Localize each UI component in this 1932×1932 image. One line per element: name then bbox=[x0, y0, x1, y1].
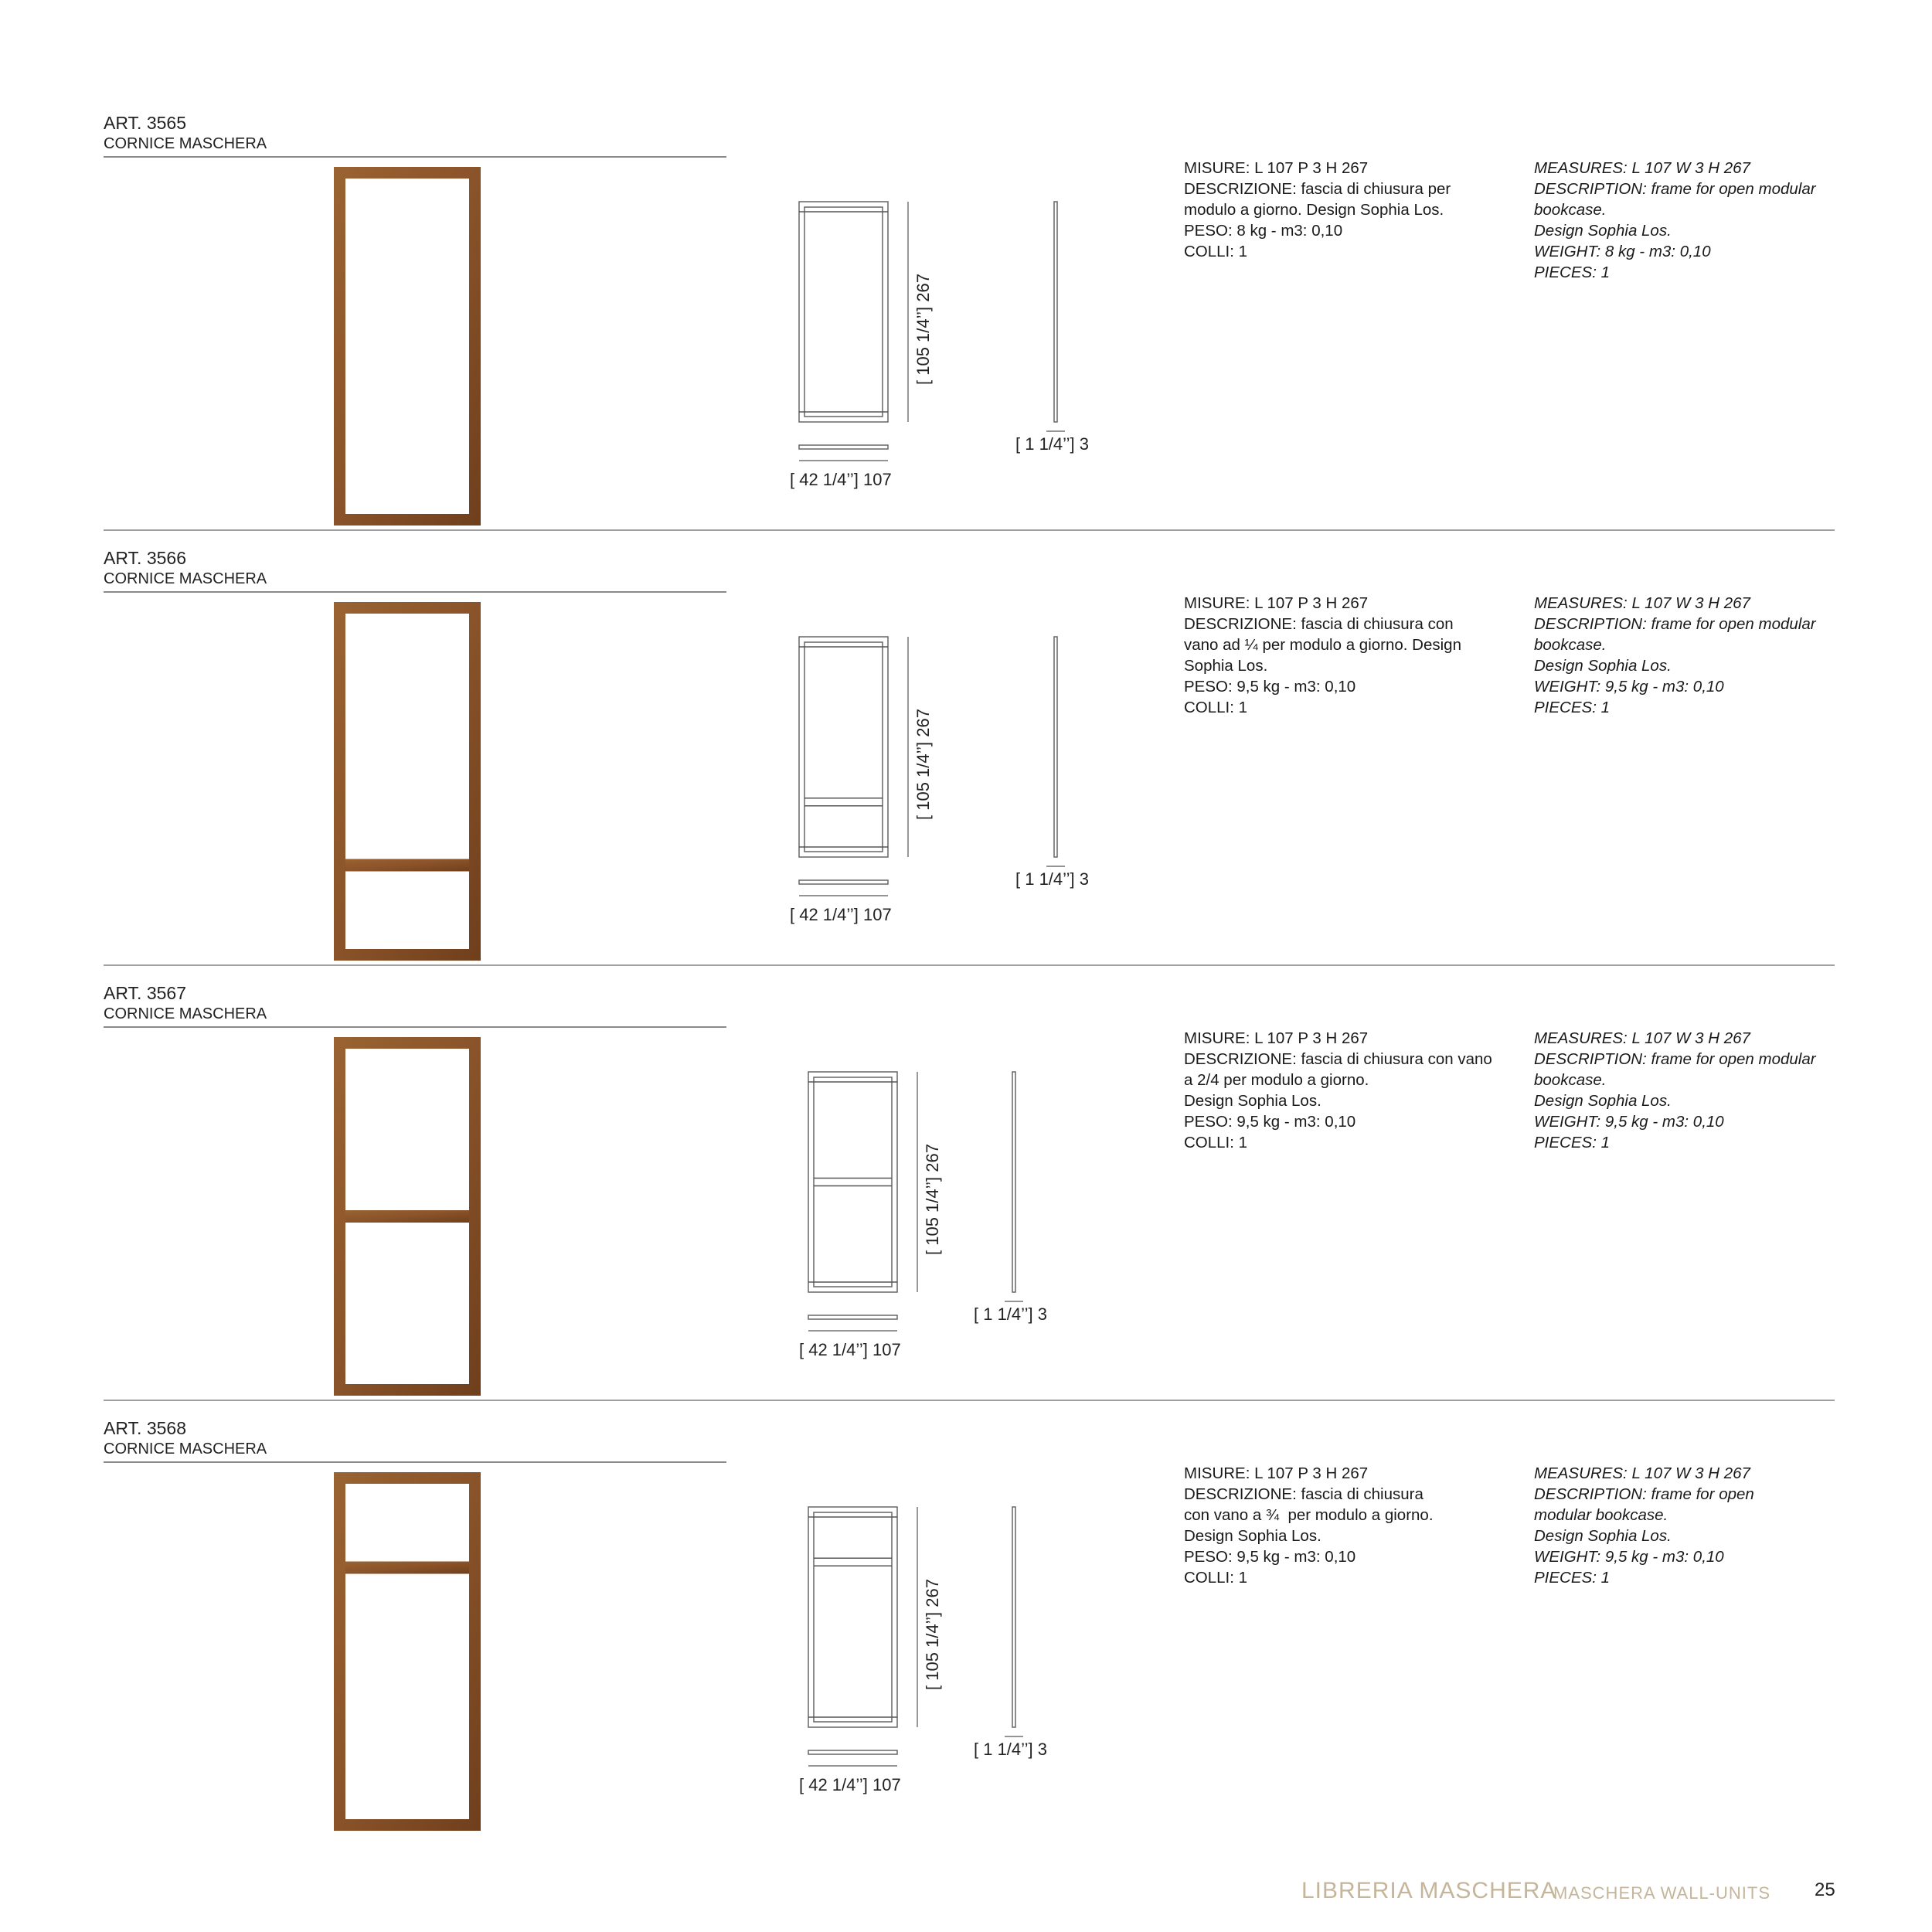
drawing-frame-outline bbox=[799, 202, 888, 422]
spec-line-en: MEASURES: L 107 W 3 H 267 bbox=[1534, 1464, 1750, 1482]
height-dimension-label: [ 105 1/4’’] 267 bbox=[913, 709, 933, 820]
wood-frame-svg bbox=[334, 602, 481, 961]
spec-line-it: DESCRIZIONE: fascia di chiusura con vano bbox=[1184, 1050, 1492, 1068]
height-dimension-label: [ 105 1/4’’] 267 bbox=[923, 1144, 942, 1255]
drawing-side-view bbox=[1054, 637, 1057, 857]
spec-line-en: Design Sophia Los. bbox=[1534, 657, 1672, 675]
spec-line-en: Design Sophia Los. bbox=[1534, 1092, 1672, 1110]
drawing-plan-view bbox=[808, 1750, 897, 1754]
product-photo bbox=[334, 1472, 481, 1831]
section-divider bbox=[104, 1400, 1835, 1401]
spec-line-en: MEASURES: L 107 W 3 H 267 bbox=[1534, 594, 1750, 612]
depth-dimension-label: [ 1 1/4’’] 3 bbox=[974, 1304, 1047, 1324]
drawing-plan-view bbox=[799, 445, 888, 449]
spec-line-it: MISURE: L 107 P 3 H 267 bbox=[1184, 594, 1369, 612]
spec-line-it: MISURE: L 107 P 3 H 267 bbox=[1184, 1464, 1369, 1482]
spec-line-it: MISURE: L 107 P 3 H 267 bbox=[1184, 1029, 1369, 1047]
spec-line-en: MEASURES: L 107 W 3 H 267 bbox=[1534, 159, 1750, 177]
wood-frame-svg bbox=[334, 1472, 481, 1831]
height-dimension-label: [ 105 1/4’’] 267 bbox=[913, 274, 933, 385]
specs-italian bbox=[1184, 1463, 1509, 1588]
product-photo bbox=[334, 167, 481, 526]
wood-frame-svg bbox=[334, 1037, 481, 1396]
article-code: ART. 3566 bbox=[104, 548, 186, 568]
article-code: ART. 3568 bbox=[104, 1418, 186, 1438]
article-name: CORNICE MASCHERA bbox=[104, 1440, 267, 1458]
product-section bbox=[0, 1418, 1932, 1851]
spec-line-en: DESCRIPTION: frame for open bbox=[1534, 1485, 1754, 1503]
width-dimension-label: [ 42 1/4’’] 107 bbox=[790, 905, 892, 924]
spec-line-it: COLLI: 1 bbox=[1184, 699, 1248, 716]
spec-line-en: MEASURES: L 107 W 3 H 267 bbox=[1534, 1029, 1750, 1047]
spec-line-it: modulo a giorno. Design Sophia Los. bbox=[1184, 201, 1444, 219]
depth-dimension-label: [ 1 1/4’’] 3 bbox=[1015, 869, 1089, 889]
spec-line-en: PIECES: 1 bbox=[1534, 1134, 1610, 1151]
spec-line-en: WEIGHT: 9,5 kg - m3: 0,10 bbox=[1534, 678, 1724, 696]
spec-line-en: DESCRIPTION: frame for open modular bbox=[1534, 180, 1816, 198]
depth-dimension-label: [ 1 1/4’’] 3 bbox=[1015, 434, 1089, 454]
spec-line-en: WEIGHT: 9,5 kg - m3: 0,10 bbox=[1534, 1548, 1724, 1566]
spec-line-it: PESO: 8 kg - m3: 0,10 bbox=[1184, 222, 1343, 240]
spec-line-it: PESO: 9,5 kg - m3: 0,10 bbox=[1184, 1113, 1356, 1131]
article-code: ART. 3565 bbox=[104, 113, 186, 133]
spec-line-en: bookcase. bbox=[1534, 636, 1607, 654]
spec-line-en: PIECES: 1 bbox=[1534, 699, 1610, 716]
title-underline bbox=[104, 591, 726, 593]
footer-subtitle: MASCHERA WALL-UNITS bbox=[1553, 1883, 1771, 1903]
drawing-frame-inner bbox=[814, 1512, 892, 1722]
frame-border bbox=[334, 602, 481, 961]
page-number: 25 bbox=[1815, 1879, 1835, 1900]
drawing-frame-inner bbox=[814, 1077, 892, 1287]
spec-line-it: DESCRIZIONE: fascia di chiusura con bbox=[1184, 615, 1454, 633]
spec-line-it: PESO: 9,5 kg - m3: 0,10 bbox=[1184, 1548, 1356, 1566]
spec-line-en: WEIGHT: 8 kg - m3: 0,10 bbox=[1534, 243, 1711, 260]
page-footer bbox=[1301, 1878, 1842, 1909]
spec-line-it: DESCRIZIONE: fascia di chiusura bbox=[1184, 1485, 1423, 1503]
frame-crossbar bbox=[345, 1562, 469, 1574]
spec-line-en: PIECES: 1 bbox=[1534, 264, 1610, 281]
spec-line-it: Design Sophia Los. bbox=[1184, 1092, 1321, 1110]
width-dimension-label: [ 42 1/4’’] 107 bbox=[799, 1340, 901, 1359]
section-divider bbox=[104, 964, 1835, 966]
frame-border bbox=[334, 1472, 481, 1831]
drawing-side-view bbox=[1054, 202, 1057, 422]
specs-italian bbox=[1184, 1028, 1509, 1153]
spec-line-it: a 2/4 per modulo a giorno. bbox=[1184, 1071, 1369, 1089]
spec-line-it: con vano a ¾ per modulo a giorno. bbox=[1184, 1506, 1434, 1524]
drawing-plan-view bbox=[808, 1315, 897, 1319]
product-section bbox=[0, 113, 1932, 546]
title-underline bbox=[104, 1461, 726, 1463]
spec-line-en: bookcase. bbox=[1534, 201, 1607, 219]
specs-english bbox=[1534, 158, 1859, 283]
specs-english bbox=[1534, 1028, 1859, 1153]
specs-english bbox=[1534, 1463, 1859, 1588]
depth-dimension-label: [ 1 1/4’’] 3 bbox=[974, 1740, 1047, 1759]
width-dimension-label: [ 42 1/4’’] 107 bbox=[799, 1775, 901, 1794]
footer-title: LIBRERIA MASCHERA bbox=[1301, 1878, 1557, 1903]
specs-english bbox=[1534, 593, 1859, 718]
width-dimension-label: [ 42 1/4’’] 107 bbox=[790, 470, 892, 489]
spec-line-it: COLLI: 1 bbox=[1184, 1134, 1248, 1151]
section-divider bbox=[104, 529, 1835, 531]
spec-line-en: DESCRIPTION: frame for open modular bbox=[1534, 1050, 1816, 1068]
drawing-plan-view bbox=[799, 880, 888, 884]
title-underline bbox=[104, 1026, 726, 1028]
spec-line-it: vano ad ¼ per modulo a giorno. Design bbox=[1184, 636, 1461, 654]
drawing-frame-inner bbox=[804, 642, 883, 852]
drawing-side-view bbox=[1012, 1507, 1015, 1727]
spec-line-it: DESCRIZIONE: fascia di chiusura per bbox=[1184, 180, 1451, 198]
spec-line-it: MISURE: L 107 P 3 H 267 bbox=[1184, 159, 1369, 177]
drawing-frame-outline bbox=[808, 1072, 897, 1292]
drawing-frame-outline bbox=[799, 637, 888, 857]
article-name: CORNICE MASCHERA bbox=[104, 570, 267, 587]
wood-frame-svg bbox=[334, 167, 481, 526]
spec-line-en: Design Sophia Los. bbox=[1534, 222, 1672, 240]
drawing-side-view bbox=[1012, 1072, 1015, 1292]
specs-italian bbox=[1184, 158, 1509, 262]
spec-line-it: COLLI: 1 bbox=[1184, 1569, 1248, 1587]
drawing-frame-inner bbox=[804, 207, 883, 417]
spec-line-it: Sophia Los. bbox=[1184, 657, 1268, 675]
title-underline bbox=[104, 156, 726, 158]
spec-line-en: modular bookcase. bbox=[1534, 1506, 1668, 1524]
article-code: ART. 3567 bbox=[104, 983, 186, 1003]
frame-crossbar bbox=[345, 859, 469, 872]
spec-line-en: bookcase. bbox=[1534, 1071, 1607, 1089]
frame-border bbox=[334, 167, 481, 526]
drawing-frame-outline bbox=[808, 1507, 897, 1727]
spec-line-en: PIECES: 1 bbox=[1534, 1569, 1610, 1587]
spec-line-en: Design Sophia Los. bbox=[1534, 1527, 1672, 1545]
spec-line-it: COLLI: 1 bbox=[1184, 243, 1248, 260]
spec-line-en: DESCRIPTION: frame for open modular bbox=[1534, 615, 1816, 633]
spec-line-it: PESO: 9,5 kg - m3: 0,10 bbox=[1184, 678, 1356, 696]
product-photo bbox=[334, 602, 481, 961]
specs-italian bbox=[1184, 593, 1509, 718]
spec-line-it: Design Sophia Los. bbox=[1184, 1527, 1321, 1545]
frame-crossbar bbox=[345, 1210, 469, 1223]
product-photo bbox=[334, 1037, 481, 1396]
height-dimension-label: [ 105 1/4’’] 267 bbox=[923, 1579, 942, 1690]
article-name: CORNICE MASCHERA bbox=[104, 135, 267, 152]
product-section bbox=[0, 983, 1932, 1416]
spec-line-en: WEIGHT: 9,5 kg - m3: 0,10 bbox=[1534, 1113, 1724, 1131]
product-section bbox=[0, 548, 1932, 981]
article-name: CORNICE MASCHERA bbox=[104, 1005, 267, 1022]
